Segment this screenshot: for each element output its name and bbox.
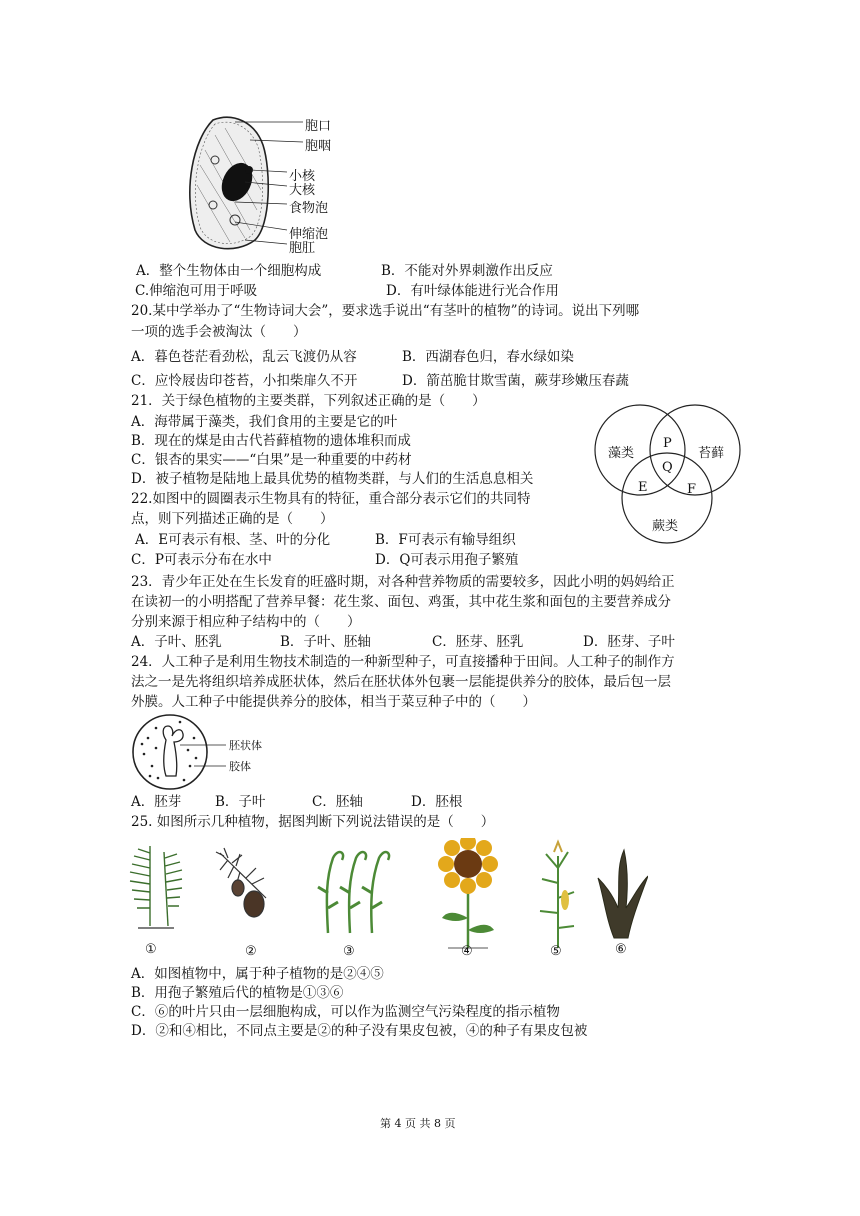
- venn-label-moss: 苔藓: [698, 446, 725, 461]
- q23-option-c: C．胚芽、胚乳: [432, 634, 524, 650]
- q19-option-c: C.伸缩泡可用于呼吸: [135, 283, 258, 299]
- q23-stem: 23．青少年正处在生长发育的旺盛时期，对各种营养物质的需要较多，因此小明的妈妈给正: [131, 574, 675, 590]
- q22-stem: 22.如图中的圆圈表示生物具有的特征，重合部分表示它们的共同特: [131, 491, 531, 507]
- q20-stem: 一项的选手会被淘汰（ ）: [131, 324, 307, 340]
- venn-label-q: Q: [662, 460, 673, 475]
- plant-label-1: ①: [145, 942, 157, 957]
- q19-option-a: A．整个生物体由一个细胞构成: [136, 263, 322, 279]
- paramecium-label: 小核: [289, 169, 316, 184]
- venn-label-f: F: [687, 482, 697, 497]
- q20-option-d: D．箭茁脆甘欺雪菌，蕨芽珍嫩压春蔬: [402, 373, 629, 389]
- paramecium-label: 大核: [289, 183, 316, 198]
- q23-stem: 在读初一的小明搭配了营养早餐：花生浆、面包、鸡蛋，其中花生浆和面包的主要营养成分: [131, 594, 671, 610]
- q21-option-c: C．银杏的果实——“白果”是一种重要的中药材: [131, 452, 412, 468]
- q25-option-b: B．用孢子繁殖后代的植物是①③⑥: [131, 985, 344, 1001]
- q22-option-c: C．P可表示分布在水中: [131, 552, 272, 568]
- q21-option-d: D．被子植物是陆地上最具优势的植物类群，与人们的生活息息相关: [131, 471, 534, 487]
- venn-diagram: [590, 402, 745, 547]
- q22-option-d: D．Q可表示用孢子繁殖: [375, 552, 519, 568]
- q25-option-a: A．如图植物中，属于种子植物的是②④⑤: [131, 966, 384, 982]
- paramecium-label: 伸缩泡: [289, 227, 329, 242]
- q24-stem: 外膜。人工种子中能提供养分的胶体，相当于菜豆种子中的（ ）: [131, 694, 536, 710]
- q23-option-d: D．胚芽、子叶: [583, 634, 675, 650]
- q25-option-c: C．⑥的叶片只由一层细胞构成，可以作为监测空气污染程度的指示植物: [131, 1004, 560, 1020]
- plant-label-4: ④: [461, 944, 473, 959]
- seed-label-gel: 胶体: [229, 760, 251, 773]
- paramecium-label: 胞肛: [289, 241, 316, 256]
- plant-label-3: ③: [343, 944, 355, 959]
- paramecium-label: 食物泡: [289, 201, 329, 216]
- q23-option-b: B．子叶、胚轴: [280, 634, 371, 650]
- q20-stem: 20.某中学举办了“生物诗词大会”，要求选手说出“有茎叶的植物”的诗词。说出下列哪: [131, 303, 640, 319]
- q24-stem: 24．人工种子是利用生物技术制造的一种新型种子，可直接播种于田间。人工种子的制作方: [131, 654, 675, 670]
- paramecium-label: 胞口: [305, 119, 332, 134]
- q25-option-d: D．②和④相比，不同点主要是②的种子没有果皮包被，④的种子有果皮包被: [131, 1023, 588, 1039]
- q22-stem: 点，则下列描述正确的是（ ）: [131, 511, 334, 527]
- q20-option-b: B．西湖春色归，春水绿如染: [402, 349, 574, 365]
- paramecium-label: 胞咽: [305, 139, 332, 154]
- plant-label-6: ⑥: [615, 942, 627, 957]
- q24-option-d: D．胚根: [411, 794, 463, 810]
- venn-label-p: P: [663, 436, 672, 451]
- q24-option-c: C．胚轴: [312, 794, 363, 810]
- q20-option-c: C．应怜屐齿印苍苔，小扣柴扉久不开: [131, 373, 358, 389]
- paramecium-figure: [175, 110, 345, 255]
- q19-option-b: B．不能对外界刺激作出反应: [381, 263, 553, 279]
- page-footer: 第 4 页 共 8 页: [380, 1117, 456, 1130]
- venn-label-e: E: [638, 480, 648, 495]
- venn-label-algae: 藻类: [608, 446, 635, 461]
- plant-label-2: ②: [245, 944, 257, 959]
- q24-option-a: A．胚芽: [131, 794, 182, 810]
- seed-label-embryoid: 胚状体: [229, 739, 262, 752]
- q23-stem: 分别来源于相应种子结构中的（ ）: [131, 614, 361, 630]
- q20-option-a: A．暮色苍茫看劲松，乱云飞渡仍从容: [131, 349, 357, 365]
- q19-option-d: D．有叶绿体能进行光合作用: [386, 283, 559, 299]
- plants-figure: [128, 838, 648, 966]
- q21-stem: 21．关于绿色植物的主要类群，下列叙述正确的是（ ）: [131, 393, 486, 409]
- venn-label-fern: 蕨类: [652, 519, 679, 534]
- q21-option-a: A．海带属于藻类，我们食用的主要是它的叶: [131, 414, 398, 430]
- q22-option-a: A．E可表示有根、茎、叶的分化: [135, 532, 331, 548]
- q24-option-b: B．子叶: [215, 794, 266, 810]
- q22-option-b: B．F可表示有输导组织: [375, 532, 516, 548]
- q23-option-a: A．子叶、胚乳: [131, 634, 222, 650]
- artificial-seed-figure: [128, 714, 288, 790]
- q24-stem: 法之一是先将组织培养成胚状体，然后在胚状体外包裹一层能提供养分的胶体，最后包一层: [131, 674, 671, 690]
- q21-option-b: B．现在的煤是由古代苔藓植物的遗体堆积而成: [131, 433, 411, 449]
- plant-label-5: ⑤: [550, 944, 562, 959]
- q25-stem: 25. 如图所示几种植物，据图判断下列说法错误的是（ ）: [131, 814, 495, 830]
